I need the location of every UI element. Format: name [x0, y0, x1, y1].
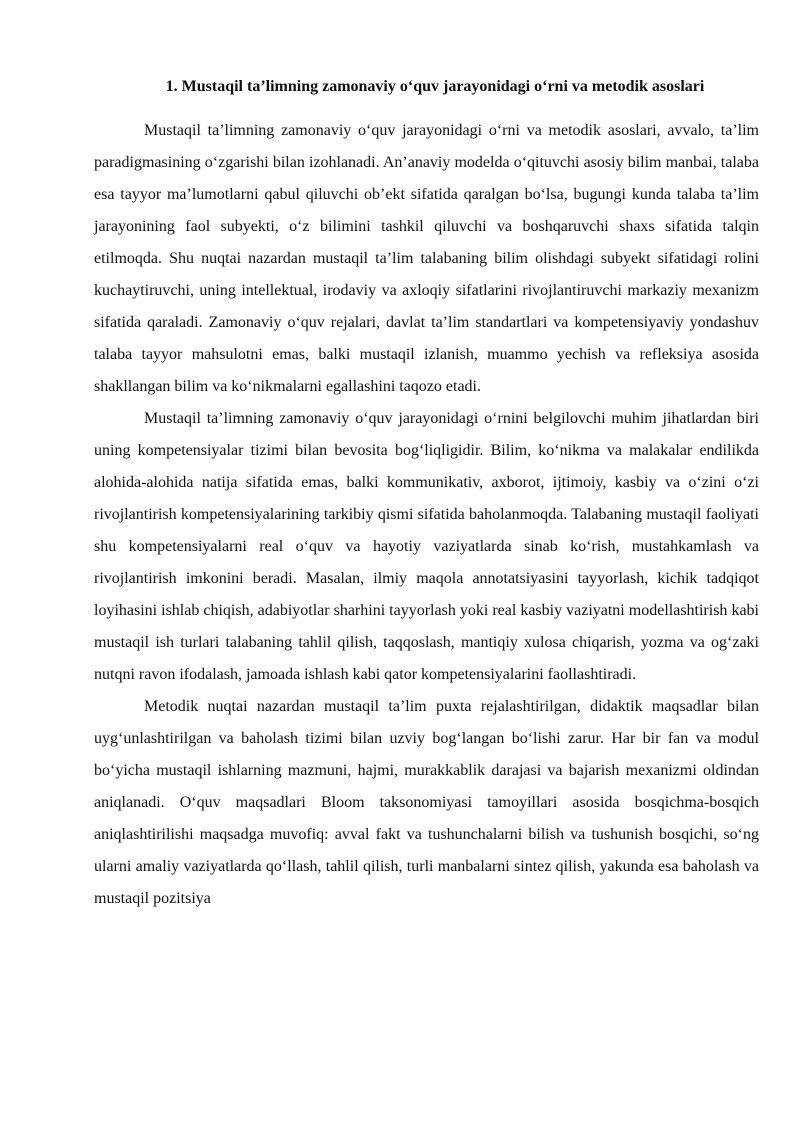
paragraph-3: Metodik nuqtai nazardan mustaqil ta’lim puxta rejalashtirilgan, didaktik maqsadlar bilan uyg‘unlashtirilgan va baholash tizimi bilan uzviy bog‘langan bo‘lishi zarur. Har bir fan va modul bo‘yicha mustaqil ishlarning mazmuni, hajmi, murakkablik darajasi va bajarish mexanizmi oldindan aniqlanadi. O‘quv maqsadlari Bloom taksonomiyasi tamoyillari asosida bosqichma-bosqich aniqlashtirilishi maqsadga muvofiq: avval fakt va tushunchalarni bilish va tushunish bosqichi, so‘ng ularni amaliy vaziyatlarda qo‘llash, tahlil qilish, turli manbalarni sintez qilish, yakunda esa baholash va mustaqil pozitsiya — [94, 698, 759, 907]
body-text — [94, 115, 759, 915]
section-heading: 1. Mustaqil ta’limning zamonaviy o‘quv jarayonidagi o‘rni va metodik asoslari — [165, 78, 705, 95]
paragraph-1: Mustaqil ta’limning zamonaviy o‘quv jarayonidagi o‘rni va metodik asoslari, avvalo, ta’lim paradigmasining o‘zgarishi bilan izohlanadi. An’anaviy modelda o‘qituvchi asosiy bilim manbai, talaba esa tayyor ma’lumotlarni qabul qiluvchi ob’ekt sifatida qaralgan bo‘lsa, bugungi kunda talaba ta’lim jarayonining faol subyekti, o‘z bilimini tashkil qiluvchi va boshqaruvchi shaxs sifatida talqin etilmoqda. Shu nuqtai nazardan mustaqil ta’lim talabaning bilim olishdagi subyekt sifatidagi rolini kuchaytiruvchi, uning intellektual, irodaviy va axloqiy sifatlarini rivojlantiruvchi markaziy mexanizm sifatida qaraladi. Zamonaviy o‘quv rejalari, davlat ta’lim standartlari va kompetensiyaviy yondashuv talaba tayyor mahsulotni emas, balki mustaqil izlanish, muammo yechish va refleksiya asosida shakllangan bilim va ko‘nikmalarni egallashini taqozo etadi. — [94, 122, 759, 395]
paragraph-2: Mustaqil ta’limning zamonaviy o‘quv jarayonidagi o‘rnini belgilovchi muhim jihatlardan biri uning kompetensiyalar tizimi bilan bevosita bog‘liqligidir. Bilim, ko‘nikma va malakalar endilikda alohida-alohida natija sifatida emas, balki kommunikativ, axborot, ijtimoiy, kasbiy va o‘zini o‘zi rivojlantirish kompetensiyalarining tarkibiy qismi sifatida baholanmoqda. Talabaning mustaqil faoliyati shu kompetensiyalarni real o‘quv va hayotiy vaziyatlarda sinab ko‘rish, mustahkamlash va rivojlantirish imkonini beradi. Masalan, ilmiy maqola annotatsiyasini tayyorlash, kichik tadqiqot loyihasini ishlab chiqish, adabiyotlar sharhini tayyorlash yoki real kasbiy vaziyatni modellashtirish kabi mustaqil ish turlari talabaning tahlil qilish, taqqoslash, mantiqiy xulosa chiqarish, yozma va og‘zaki nutqni ravon ifodalash, jamoada ishlash kabi qator kompetensiyalarini faollashtiradi. — [94, 410, 759, 683]
